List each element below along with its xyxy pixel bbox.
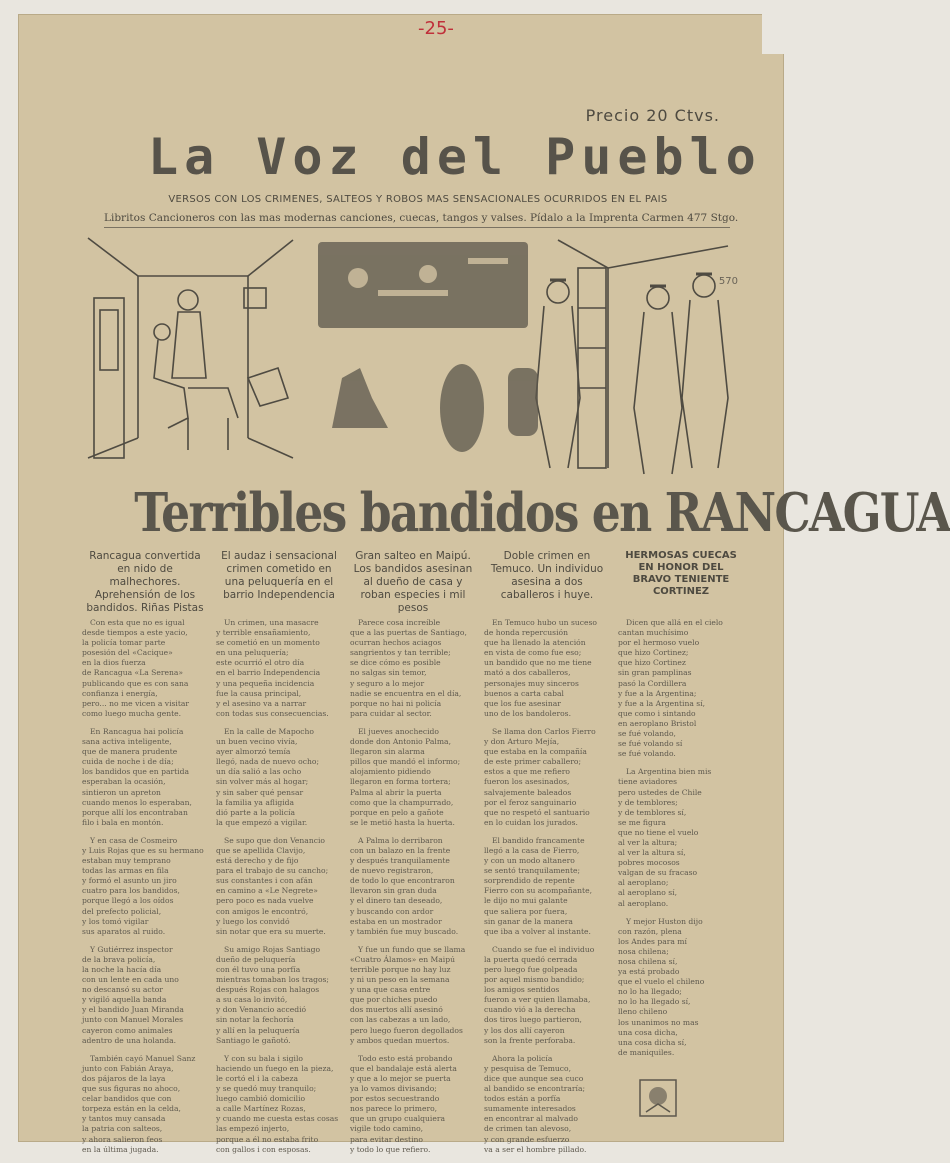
summary-3: Gran salteo en Maipú. Los bandidos asesinan al dueño de casa y roban especies i mil pesos [353,550,473,614]
stanza: Parece cosa increíble que a las puertas de Santiago, ocurran hechos aciagos sangrientos y tan terrible; se dice cómo es posible no salgas sin temor, y seguro a lo mejor nadie se encuentra en el día, porque no hai ni policía para cuidar al sector. [350,618,467,718]
summary-5: HERMOSAS CUECAS EN HONOR DEL BRAVO TENIENTE CORTINEZ [625,550,737,597]
scan-corner [762,14,784,54]
archive-mark: -25- [418,18,454,39]
stanza: En Rancagua hai policía sana activa inteligente, que de manera prudente cuida de noche i de día; los bandidos que en partida esperaban la ocasión, sintieron un apreton cuando menos lo esperaban, porque allí los encontraban filo i bala en montón. [82,726,192,827]
column-2 [216,618,340,1163]
stanza: Un crimen, una masacre y terrible ensañamiento, se cometió en un momento en una peluquería; este ocurrió el otro día en el barrio Independencia y una pequeña incidencia fue la causa principal, y el asesino va a narrar con todas sus consecuencias. [216,618,329,718]
column-summaries [82,550,750,620]
summary-4: Doble crimen en Temuco. Un individuo asesina a dos caballeros i huye. [490,550,604,601]
footer-vignette [638,1078,678,1118]
stanza: En Temuco hubo un suceso de honda repercusión que ha llenado la atención en vista de como fue eso; un bandido que no me tiene mató a dos caballeros, personajes muy sinceros buenos a carta cabal que los fue asesinar uno de los bandoleros. [484,618,597,718]
verse-columns [82,618,750,1154]
stanza: También cayó Manuel Sanz junto con Fabián Araya, dos pájaros de la laya que sus figuras no ahoco, celar bandidos que con torpeza están en la celda, y tantos muy cansada la patria con salteos, y ahora salieron feos en la última jugada. [82,1053,196,1154]
headline: Terribles bandidos en RANCAGUA [134,482,950,544]
stanza: Y en casa de Cosmeiro y Luis Rojas que es su hermano estaban muy temprano todas las armas en fila y formó el asunto un jiro cuatro para los bandidos, porque llegó a los oídos del prefecto policial, y los tomó vigilar sus aparatos al ruido. [82,835,204,936]
stanza: El jueves anochecido donde don Antonio Palma, llegaron sin alarma pillos que mandó el informo; alojamiento pidiendo llegaron en forma tortera; Palma al abrir la puerta como que la champurrado, porque en pelo a gañote se le metió hasta la huerta. [350,726,461,827]
stanza: Todo esto está probando que el bandalaje está alerta y que a lo mejor se puerta ya lo vamos divisando; por estos secuestrando nos parece lo primero, que un grupo cualquiera vigile todo camino, para evitar destino y todo lo que refiero. [350,1053,457,1154]
stanza: Se llama don Carlos Fierro y don Arturo Mejía, que estaba en la compañía de este primer caballero; estos a que me refiero fueron los asesinados, salvajemente baleados por el feroz sanguinario que no respetó el santuario en lo cuidan los jurados. [484,726,596,827]
column-3 [350,618,474,1163]
stanza: Y fue un fundo que se llama «Cuatro Álamos» en Maipú terrible porque no hay luz y ni un peso en la semana y una que casa entre que por chiches puedo dos muertos allí asesinó con las cabezas a un lado, pero luego fueron degollados y ambos quedan muertos. [350,944,466,1045]
stanza: En la calle de Mapocho un buen vecino vivía, ayer almorzó temía llegó, nada de nuevo ocho; un día salió a las ocho sin volver más al hogar; y sin saber qué pensar la familia ya afligida dió parte a la policía la que empezó a vigilar. [216,726,319,827]
stanza: Y mejor Huston dijo con razón, plena los Andes para mí nosa chilena; nosa chilena sí, ya está probado que el vuelo el chileno no lo ha llegado; no lo ha llegado sí, lleno chileno los unanimos no mas una cosa dicha, una cosa dicha sí, de maniquiles. [618,916,705,1057]
stanza: Con esta que no es igual desde tiempos a este yacio, la policía tomar parte posesión del «Cacique» en la dios fuerza de Rancagua «La Serena» publicando que es con sana confianza i energía, pero... no me vicen a visitar como luego mucha gente. [82,618,190,718]
column-1 [82,618,206,1163]
stanza: Y Gutiérrez inspector de la brava policía, la noche la hacía día con un lente en cada uno no descansó su actor y vigiló aquella banda y el bandido Juan Miranda junto con Manuel Morales cayeron como animales adentro de una holanda. [82,944,184,1045]
promo-line: Libritos Cancioneros con las mas modernas canciones, cuecas, tangos y valses. Pídalo a la Imprenta Carmen 477 Stgo. [104,212,730,228]
stanza: Cuando se fue el individuo la puerta quedó cerrada pero luego fue golpeada por aquel mismo bandido; los amigos sentidos fueron a ver quien llamaba, cuando vió a la derecha dos tiros luego partieron, y los dos allí cayeron son la frente perforaba. [484,944,595,1045]
masthead-subtitle: VERSOS CON LOS CRIMENES, SALTEOS Y ROBOS MAS SENSACIONALES OCURRIDOS EN EL PAIS [168,194,668,205]
column-4 [484,618,608,1163]
price-label: Precio 20 Ctvs. [585,106,720,125]
stanza: Se supo que don Venancio que se apellida Clavijo, está derecho y de fijo para el trabajo de su cancho; sus constantes i con afán en camino a «Le Negrete» pero poco es nada vuelve con amigos le encontró, y luego los convidó sin notar que era su muerte. [216,835,329,936]
stanza: La Argentina bien mis tiene aviadores pero ustedes de Chile y de temblores; y de temblores sí, se me figura que no tiene el vuelo al ver la altura; al ver la altura sí, pobres mocosos valgan de su fracaso al aeroplano; al aeroplano sí, al aeroplano. [618,767,712,908]
masthead-title: La Voz del Pueblo [148,128,762,186]
stanza: Su amigo Rojas Santiago dueño de peluquería con él tuvo una porfía mientras tomaban los tragos; después Rojas con halagos a su casa lo invitó, y don Venancio accedió sin notar la fechoría y allí en la peluquería Santiago le gañotó. [216,944,329,1045]
newspaper-sheet [18,14,950,1154]
stanza: El bandido francamente llegó a la casa de Fierro, y con un modo altanero se sentó tranquilamente; sorprendido de repente Fierro con su acompañante, le dijo no mui galante que saliera por fuera, sin ganar de la manera que iba a volver al instante. [484,835,592,936]
stanza: Dicen que allá en el cielo cantan muchísimo por el hermoso vuelo que hizo Cortinez; que hizo Cortinez sin gran pamplinas pasó la Cordillera y fue a la Argentina; y fue a la Argentina sí, que como i sintando en aeroplano Bristol se fué volando, se fué volando sí se fué volando. [618,618,723,759]
stanza: Y con su bala i sigilo haciendo un fuego en la pieza, le cortó el i la cabeza y se quedó muy tranquilo; luego cambió domicilio a calle Martínez Rozas, y cuando me cuesta estas cosas las empezó injerto, porque a él no estaba frito con gallos i con esposas. [216,1053,339,1154]
stanza: A Palma lo derribaron con un balazo en la frente y después tranquilamente de nuevo registraron, de todo lo que encontraron llevaron sin gran duda y el dinero tan deseado, y buscando con ardor estaba en un mostrador y también fue muy buscado. [350,835,459,936]
illustration-number: 570 [718,276,738,287]
summary-2: El audaz i sensacional crimen cometido en una peluquería en el barrio Independencia [221,550,337,601]
stanza: Ahora la policía y pesquisa de Temuco, dice que aunque sea cuco al bandido se encontraría; todos están a porfía sumamente interesados en encontrar al malvado de crimen tan alevoso, y con grande esfuerzo va a ser el hombre pillado. [484,1053,587,1154]
column-5 [618,618,742,1066]
summary-1: Rancagua convertida en nido de malhechores. Aprehensión de los bandidos. Riñas Pistas [86,550,204,614]
woodcut-illustration [88,228,748,490]
